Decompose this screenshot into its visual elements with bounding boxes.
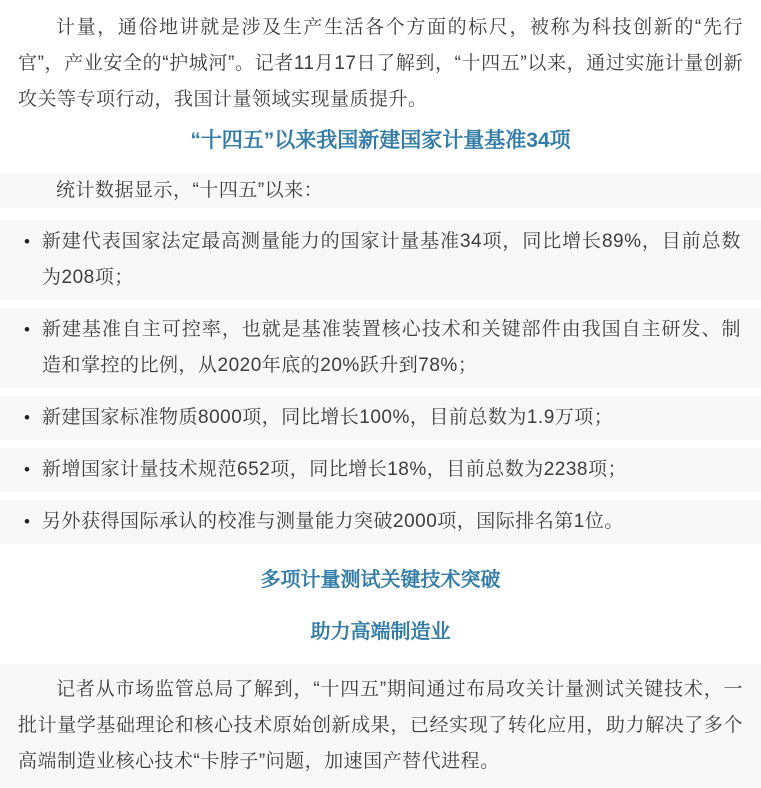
bullet-dot-icon: • [24,512,31,531]
bullet-text: 新增国家计量技术规范652项，同比增长18%，目前总数为2238项； [42,459,627,480]
bullet-dot-icon: • [24,460,31,479]
list-item [0,448,761,492]
bullet-dot-icon: • [24,408,31,427]
closing-paragraph: 记者从市场监管总局了解到，“十四五”期间通过布局攻关计量测试关键技术，一批计量学基础理论和核心技术原始创新成果，已经实现了转化应用，助力解决了多个高端制造业核心技术“卡脖子”问题，加速国产替代进程。 [0,664,761,788]
bullet-text: 新建基准自主可控率，也就是基准装置核心技术和关键部件由我国自主研发、制造和掌控的比例，从2020年底的20%跃升到78%； [42,319,741,376]
bullet-text: 新建国家标准物质8000项，同比增长100%，目前总数为1.9万项； [42,407,614,428]
bullet-text: 新建代表国家法定最高测量能力的国家计量基准34项，同比增长89%，目前总数为208项； [42,231,741,288]
list-item [0,308,761,388]
bullet-dot-icon: • [24,320,31,339]
section1-heading: “十四五”以来我国新建国家计量基准34项 [190,129,571,152]
list-item [0,500,761,544]
statistics-bullet-list [0,220,761,544]
bullet-text: 另外获得国际承认的校准与测量能力突破2000项，国际排名第1位。 [42,511,624,532]
statistics-lead-paragraph: 统计数据显示，“十四五”以来： [0,174,761,208]
list-item [0,220,761,300]
list-item [0,396,761,440]
section2-heading-line2: 助力高端制造业 [310,621,451,643]
bullet-dot-icon: • [24,232,31,251]
intro-paragraph: 计量，通俗地讲就是涉及生产生活各个方面的标尺，被称为科技创新的“先行官”，产业安全的“护城河”。记者11月17日了解到，“十四五”以来，通过实施计量创新攻关等专项行动，我国计量领域实现量质提升。 [18,17,743,110]
section2-heading-line1: 多项计量测试关键技术突破 [260,569,501,591]
